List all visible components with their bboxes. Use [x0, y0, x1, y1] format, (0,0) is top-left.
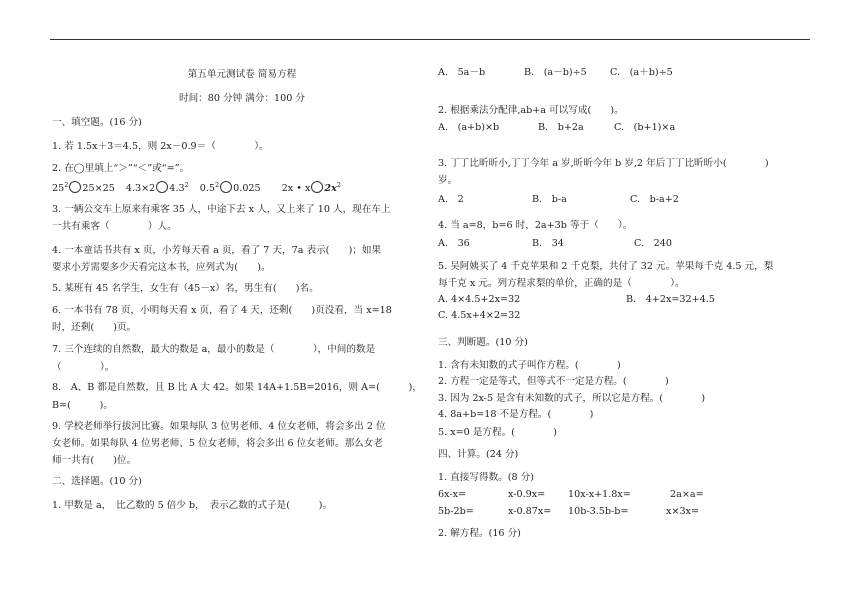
q2-item-d: 4.3 [169, 183, 185, 194]
compare-circle[interactable] [69, 181, 81, 193]
section-calculation: 四、计算。(24 分) [438, 449, 519, 460]
calc-item: 10b-3.5b-b= [568, 506, 629, 517]
calc-item: 10x-x+1.8x= [568, 489, 631, 500]
true-false-5: 5. x=0 是方程。( ) [438, 427, 558, 438]
choice-5-line1: 5. 吴阿姨买了 4 千克苹果和 2 千克梨，共付了 32 元。苹果每千克 4.5 元，梨 [438, 261, 774, 272]
compare-circle[interactable] [311, 181, 323, 193]
question-7-line1: 7. 三个连续的自然数，最大的数是 a，最小的数是（ ），中间的数是 [52, 344, 376, 355]
question-8-line1: 8. A、B 都是自然数，且 B 比 A 大 42。如果 14A+1.5B=2016，则 A=( )， [52, 382, 422, 393]
option-c: C. 4.5x+4×2=32 [438, 310, 521, 321]
choice-1: 1. 甲数是 a， 比乙数的 5 倍少 b， 表示乙数的式子是( )。 [52, 500, 333, 511]
calc-item: x-0.87x= [508, 506, 552, 517]
option-a: A. 4×4.5+2x=32 [438, 294, 521, 305]
question-6-line2: 时，还剩( )页。 [52, 322, 137, 333]
option-c: C. (b+1)×a [614, 122, 676, 133]
choice-3-line2: 岁。 [438, 175, 458, 186]
question-8-line2: B=( )。 [52, 400, 113, 411]
question-3-line2: 一共有乘客（ ）人。 [52, 221, 177, 232]
option-b: B. b-a [532, 194, 567, 205]
question-9-line1: 9. 学校老师举行拔河比赛。如果每队 3 位男老师、4 位女老师，将会多出 2 位 [52, 421, 386, 432]
q2-item-a: 25 [52, 183, 65, 194]
option-c: C. 240 [634, 238, 672, 249]
question-1: 1. 若 1.5x＋3＝4.5，则 2x－0.9＝（ ）。 [52, 141, 269, 152]
q2-item-f: 0.025 [233, 183, 261, 194]
section-fill-blank: 一、填空题。(16 分) [52, 117, 142, 128]
option-c: C. (a＋b)÷5 [610, 67, 673, 78]
option-b: B. 34 [532, 238, 564, 249]
q2-item-h: 2x [324, 183, 337, 194]
compare-circle[interactable] [220, 181, 232, 193]
q2-item-g: 2x • x [281, 183, 311, 194]
question-4-line2: 要求小芳需要多少天看完这本书，应列式为( )。 [52, 262, 271, 273]
question-9-line2: 女老师。如果每队 4 位男老师、5 位女老师，将会多出 6 位女老师。那么女老 [52, 438, 383, 449]
option-b: B. b+2a [538, 122, 584, 133]
page-title: 第五单元测试卷 简易方程 [187, 69, 297, 80]
true-false-4: 4. 8a+b=18 不是方程。( ) [438, 409, 594, 420]
calc-direct-heading: 1. 直接写得数。(8 分) [438, 472, 534, 483]
question-5: 5. 某班有 45 名学生，女生有（45－x）名，男生有( )名。 [52, 283, 319, 294]
question-4-line1: 4. 一本童话书共有 x 页，小芳每天看 a 页，看了 7 天，7a 表示( )；如果 [52, 245, 382, 256]
calc-solve-heading: 2. 解方程。(16 分) [438, 528, 521, 539]
question-6-line1: 6. 一本书有 78 页，小明每天看 x 页，看了 4 天，还剩( )页没看，当 x=18 [52, 305, 392, 316]
question-2: 2. 在◯里填上“＞”“＜”或“=”。 [52, 163, 190, 174]
calc-item: x×3x= [666, 506, 700, 517]
q2-item-b: 25×25 [82, 183, 115, 194]
choice-4: 4. 当 a=8，b=6 时，2a+3b 等于（ ）。 [438, 220, 633, 231]
question-9-line3: 师一共有( )位。 [52, 455, 137, 466]
calc-item: 2a×a= [670, 489, 704, 500]
calc-item: x-0.9x= [508, 489, 546, 500]
q2-item-c: 4.3×2 [125, 183, 156, 194]
option-a: A. (a+b)×b [438, 122, 500, 133]
top-rule [50, 39, 810, 40]
calc-item: 6x-x= [438, 489, 467, 500]
question-2-items: $25^2$ 25×25 4.3×2 $4.3^2$ $0.5^2$ 0.025 2x • x $2x^2$ [52, 180, 341, 194]
true-false-3: 3. 因为 2x-5 是含有未知数的式子，所以它是方程。( ) [438, 393, 706, 404]
true-false-2: 2. 方程一定是等式，但等式不一定是方程。( ) [438, 376, 669, 387]
choice-5-line2: 每千克 x 元。列方程求梨的单价，正确的是（ ）。 [438, 278, 685, 289]
calc-item: 5b-2b= [438, 506, 474, 517]
question-7-line2: （ ）。 [52, 362, 115, 373]
option-b: B. 4+2x=32+4.5 [626, 294, 715, 305]
q2-item-e: 0.5 [199, 183, 216, 194]
option-a: A. 36 [438, 238, 470, 249]
compare-circle[interactable] [156, 181, 168, 193]
question-3-line1: 3. 一辆公交车上原来有乘客 35 人，中途下去 x 人，又上来了 10 人，现在车上 [52, 204, 391, 215]
page-subtitle: 时间：80 分钟 满分：100 分 [178, 93, 305, 104]
choice-3-line1: 3. 丁丁比昕昕小,丁丁今年 a 岁,昕昕今年 b 岁,2 年后丁丁比昕昕小( ) [438, 158, 769, 169]
choice-2: 2. 根据乘法分配律,ab+a 可以写成( )。 [438, 105, 624, 116]
section-true-false: 三、判断题。(10 分) [438, 337, 528, 348]
section-choice: 二、选择题。(10 分) [52, 476, 142, 487]
true-false-1: 1. 含有未知数的式子叫作方程。( ) [438, 360, 621, 371]
option-b: B. (a－b)÷5 [524, 67, 587, 78]
option-c: C. b-a+2 [630, 194, 679, 205]
option-a: A. 5a－b [438, 67, 486, 78]
option-a: A. 2 [438, 194, 464, 205]
